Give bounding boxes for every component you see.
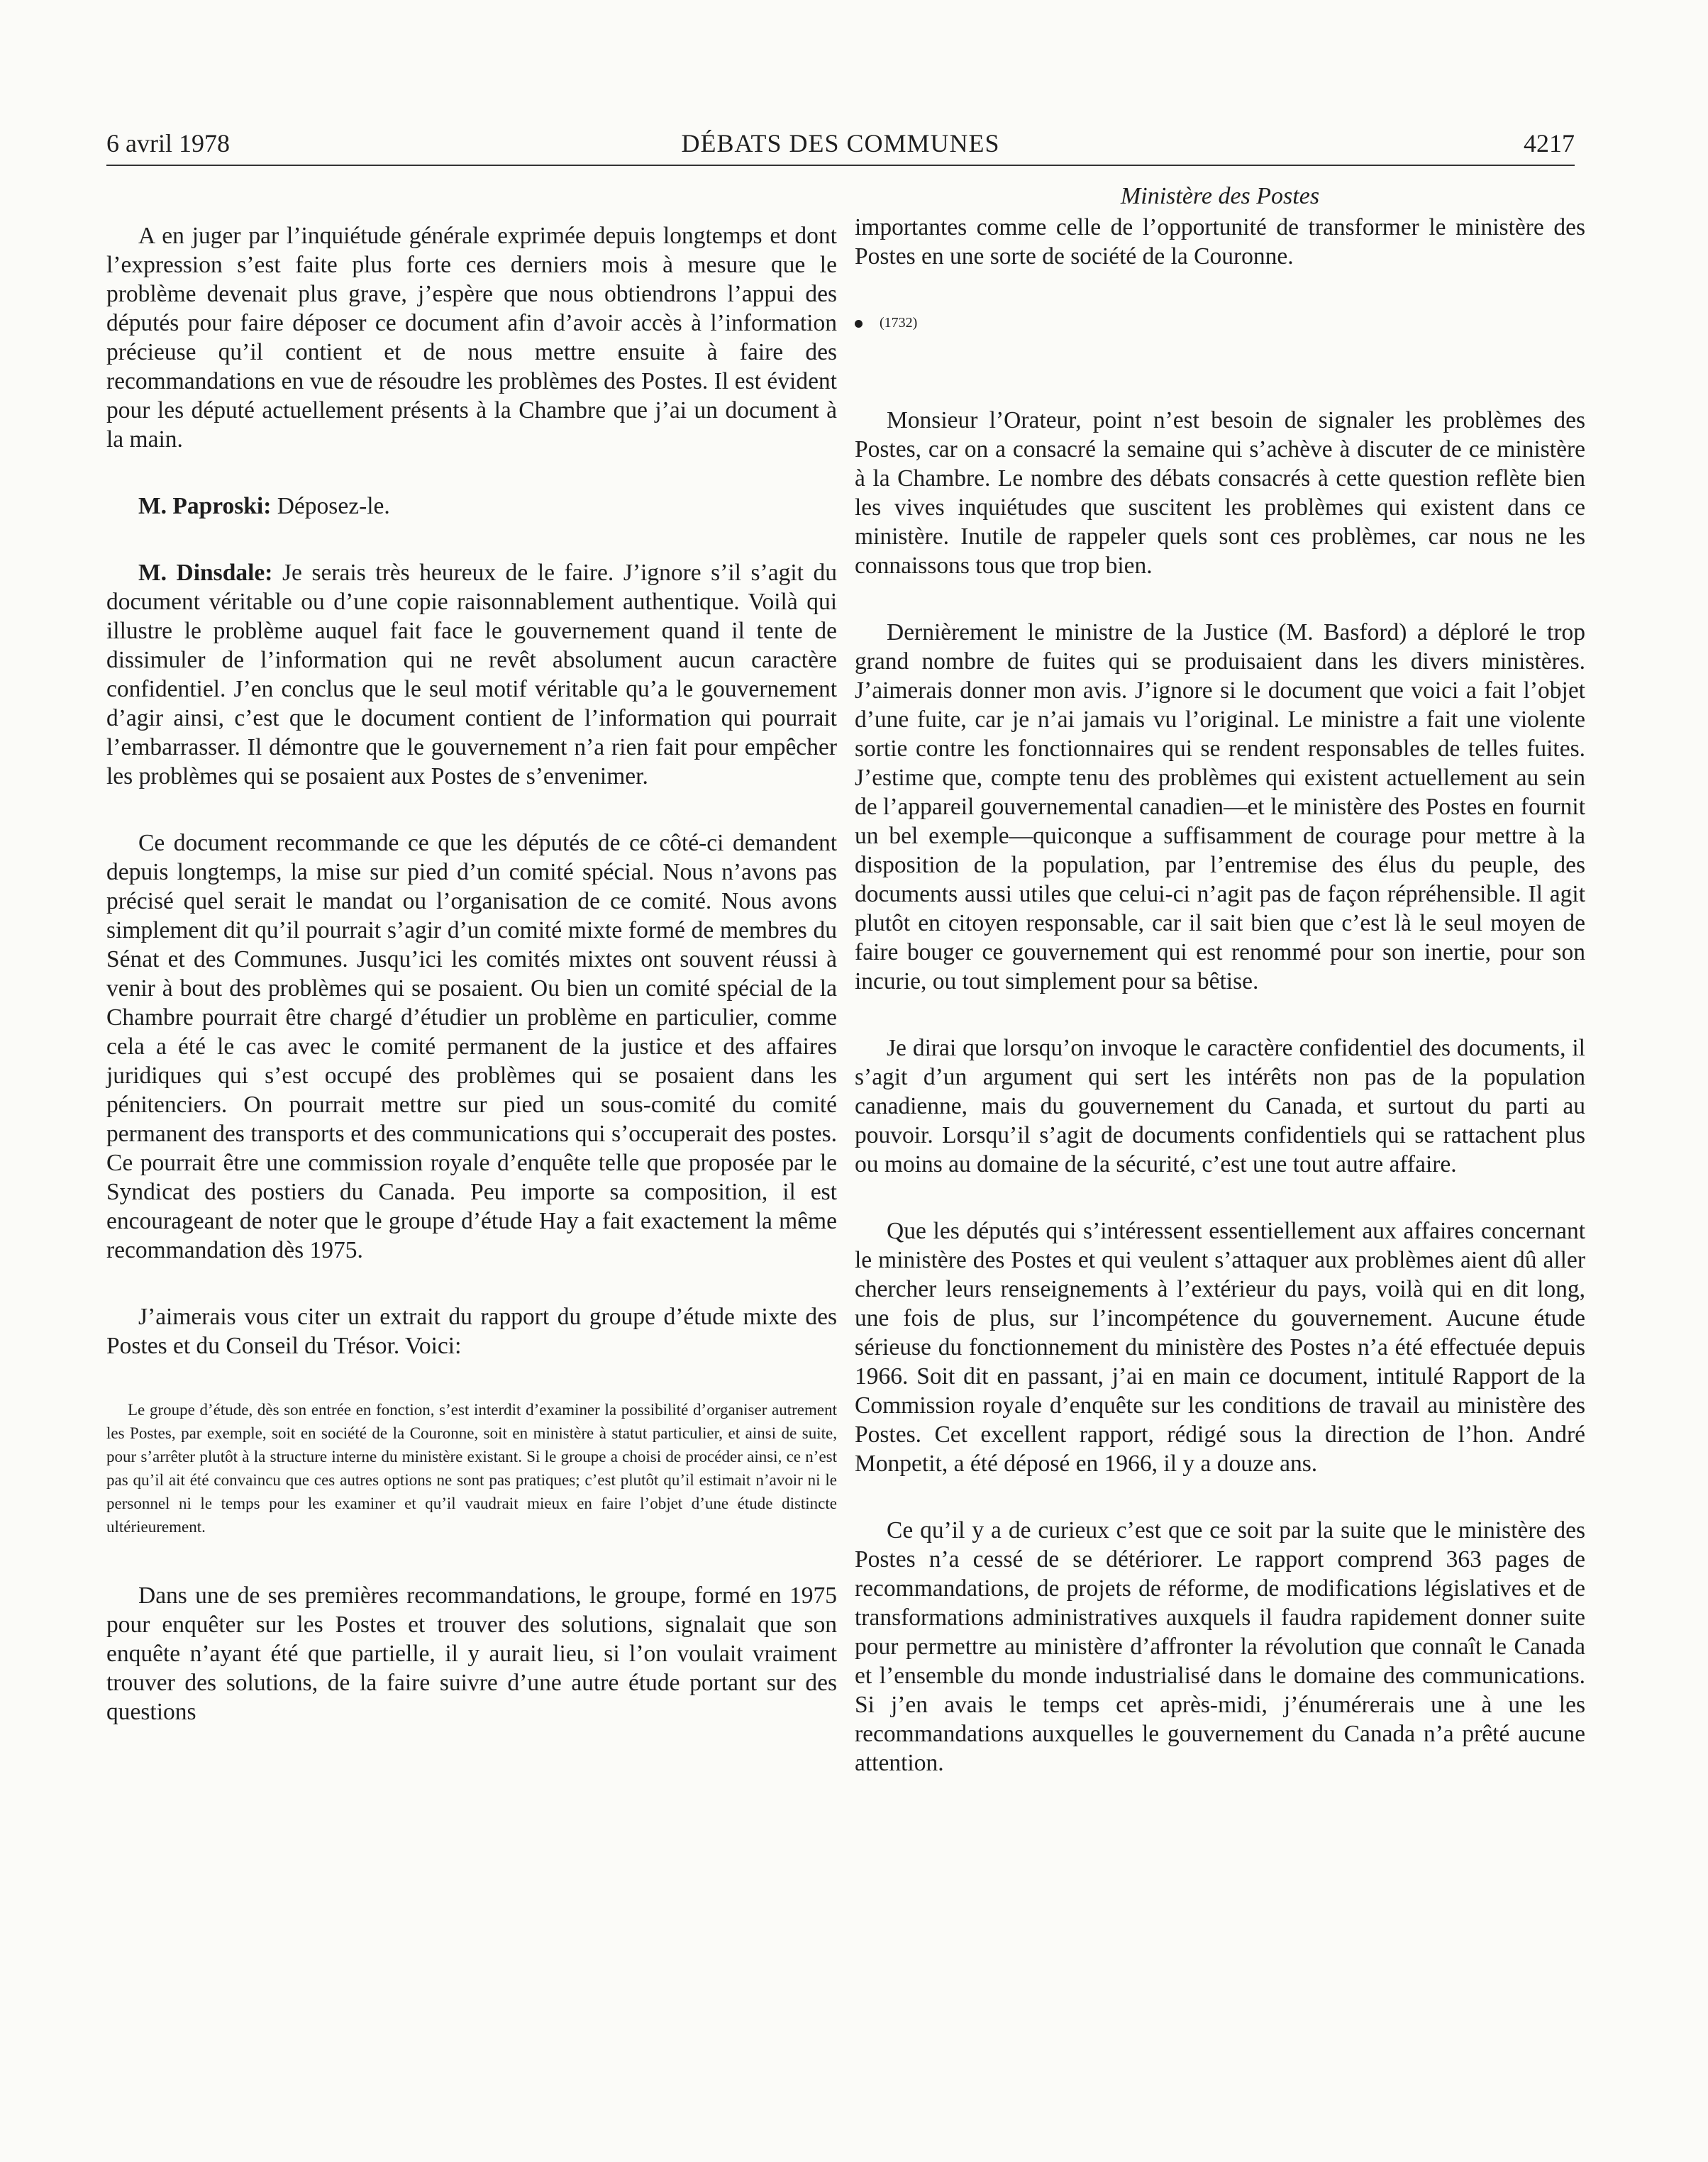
timestamp-text: (1732) <box>880 315 918 331</box>
speech-text: Je serais très heureux de le faire. J’ignore s’il s’agit du document véritable ou d’une copie raisonnablement authentique. Voilà qui illustre le problème auquel fait face le gouvernement quand il tente de dissimuler de l’information qui ne revêt absolument aucun caractère confidentiel. J’en conclus que le seul motif véritable qu’a le gouvernement d’agir ainsi, c’est que le document contient de l’information qui pourrait l’embarrasser. Il démontre que le gouvernement n’a rien fait pour empêcher les problèmes qui se posaient aux Postes de s’envenimer. <box>106 560 838 789</box>
paragraph: Ce qu’il y a de curieux c’est que ce soit par la suite que le ministère des Postes n’a cessé de se détériorer. Le rapport comprend 363 pages de recommandations, de projets de réforme, de modifications législatives et de transformations administratives auxquels il faudra rapidement donner suite pour permettre au ministère d’affronter la révolution que connaît le Canada et l’ensemble du monde industrialisé dans le domaine des communications. Si j’en avais le temps cet après-midi, j’énumérerais une à une les recommandations auxquelles le gouvernement du Canada n’a prêté aucune attention. <box>855 1517 1585 1776</box>
running-head <box>106 122 1575 166</box>
right-column <box>855 182 1585 1815</box>
bullet-icon <box>855 320 863 328</box>
header-title: DÉBATS DES COMMUNES <box>681 129 1000 157</box>
paragraph: J’aimerais vous citer un extrait du rapport du groupe d’étude mixte des Postes et du Conseil du Trésor. Voici: <box>106 1304 837 1359</box>
speaker-name: M. Paproski: <box>138 493 272 519</box>
left-column <box>106 213 837 1764</box>
page-number: 4217 <box>1524 129 1575 157</box>
paragraph: Je dirai que lorsqu’on invoque le caractère confidentiel des documents, il s’agit d’un argument qui sert les intérêts non pas de la population canadienne, mais du gouvernement du Canada, et surtout du parti au pouvoir. Lorsqu’il s’agit de documents confidentiels qui se rattachent plus ou moins au domaine de la sécurité, c’est une tout autre affaire. <box>855 1035 1585 1177</box>
paragraph: Dernièrement le ministre de la Justice (M. Basford) a déploré le trop grand nombre de fuites qui se produisaient dans les divers ministères. J’aimerais donner mon avis. J’ignore si le document que voici a fait l’objet d’une fuite, car je n’ai jamais vu l’original. Le ministre a fait une violente sortie contre les fonctionnaires qui se rendent responsables de telles fuites. J’estime que, compte tenu des problèmes qui existent actuellement au sein de l’appareil gouvernemental canadien—et le ministère des Postes en fournit un bel exemple—quiconque a suffisamment de courage pour mettre à la disposition de la population, par l’entremise des élus du peuple, des documents aussi utiles que celui-ci n’agit pas de façon répréhensible. Il agit plutôt en citoyen responsable, car il sait bien que c’est là le seul moyen de faire bouger ce gouvernement qui est renommé pour son inertie, pour son incurie, ou tout simplement pour sa bêtise. <box>855 619 1585 994</box>
subject-heading: Ministère des Postes <box>1120 183 1320 209</box>
block-quote: Le groupe d’étude, dès son entrée en fonction, s’est interdit d’examiner la possibilité d’organiser autrement les Postes, par exemple, soit en société de la Couronne, soit en ministère à statut particulier, et ainsi de suite, pour s’arrêter plutôt à la structure interne du ministère existant. Si le groupe a choisi de procéder ainsi, ce n’est pas qu’il ait été convaincu que ces autres options ne sont pas pratiques; c’est plutôt qu’il estimait n’avoir ni le personnel ni le temps pour les examiner et qu’il vaudrait mieux en faire l’objet d’une étude distincte ultérieurement. <box>106 1401 837 1536</box>
speech-text: Déposez-le. <box>271 493 390 519</box>
header-date: 6 avril 1978 <box>106 129 230 157</box>
interjection-paragraph <box>106 492 837 521</box>
paragraph: Monsieur l’Orateur, point n’est besoin de signaler les problèmes des Postes, car on a consacré la semaine qui s’achève à discuter de ce ministère à la Chambre. Le nombre des débats consacrés à cette question reflète bien les vives inquiétudes que suscitent les problèmes qui existent dans ce ministère. Inutile de rappeler quels sont ces problèmes, car nous ne les connaissons tous que trop bien. <box>855 407 1585 579</box>
paragraph: importantes comme celle de l’opportunité de transformer le ministère des Postes en une sorte de société de la Couronne. <box>855 214 1585 270</box>
paragraph: Que les députés qui s’intéressent essentiellement aux affaires concernant le ministère des Postes et qui veulent s’attaquer aux problèmes aient dû aller chercher leurs renseignements à l’extérieur du pays, voilà qui en dit long, une fois de plus, sur l’incompétence du gouvernement. Aucune étude sérieuse du fonctionnement du ministère des Postes n’a été effectuée depuis 1966. Soit dit en passant, j’ai en main ce document, intitulé Rapport de la Commission royale d’enquête sur les conditions de travail au ministère des Postes. Cet excellent rapport, rédigé sous la direction de l’hon. André Monpetit, a été déposé en 1966, il y a douze ans. <box>855 1218 1585 1477</box>
paragraph: Dans une de ses premières recommandations, le groupe, formé en 1975 pour enquêter sur les Postes et trouver des solutions, signalait que son enquête n’ayant été que partielle, il y aurait lieu, si l’on voulait vraiment trouver des solutions, de la faire suivre d’une autre étude portant sur des questions <box>106 1582 837 1725</box>
timestamp <box>855 309 1585 338</box>
speech-paragraph <box>106 558 837 791</box>
paragraph: Ce document recommande ce que les députés de ce côté-ci demandent depuis longtemps, la mise sur pied d’un comité spécial. Nous n’avons pas précisé quel serait le mandat ou l’organisation de ce comité. Nous avons simplement dit qu’il pourrait s’agir d’un comité mixte formé de membres du Sénat et des Communes. Jusqu’ici les comités mixtes ont souvent réussi à venir à bout des problèmes qui se posaient. Ou bien un comité spécial de la Chambre pourrait être chargé d’étudier un problème en particulier, comme cela a été le cas avec le comité permanent de la justice et des affaires juridiques qui s’est occupé des problèmes qui se posaient dans les pénitenciers. On pourrait mettre sur pied un sous-comité du comité permanent des transports et des communications qui s’occuperait des postes. Ce pourrait être une commission royale d’enquête telle que proposée par le Syndicat des postiers du Canada. Peu importe sa composition, il est encourageant de noter que le groupe d’étude Hay a fait exactement la même recommandation dès 1975. <box>106 830 837 1263</box>
speaker-name: M. Dinsdale: <box>138 560 273 586</box>
paragraph: A en juger par l’inquiétude générale exprimée depuis longtemps et dont l’expression s’est faite plus forte ces derniers mois à mesure que le problème devenait plus grave, j’espère que nous obtiendrons l’appui des députés pour faire déposer ce document afin d’avoir accès à l’information précieuse qu’il contient et de nous mettre ensuite à faire des recommandations en vue de résoudre les problèmes des Postes. Il est évident pour les député actuellement présents à la Chambre que j’ai un document à la main. <box>106 223 837 453</box>
